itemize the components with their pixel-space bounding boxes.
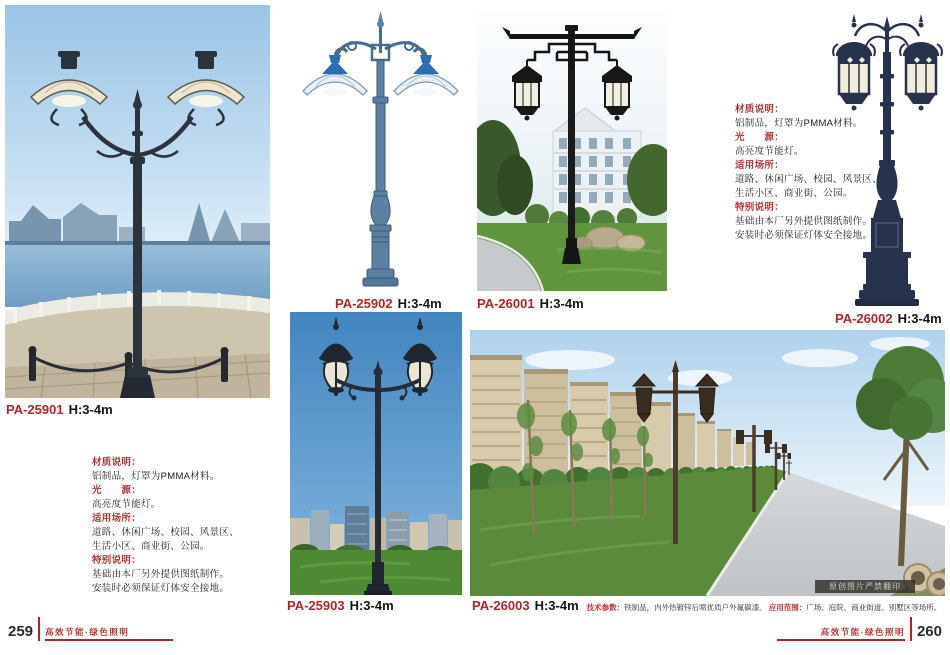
product-photo-pa-26001 bbox=[477, 10, 667, 291]
product-height: H:3-4m bbox=[539, 296, 584, 311]
spec-usage-line2: 生活小区、商业街、公园。 bbox=[735, 188, 853, 199]
product-label-pa-26003 bbox=[472, 598, 941, 613]
product-label-pa-25903 bbox=[287, 598, 394, 613]
spec-block-left bbox=[92, 456, 287, 596]
spec-material-label: 材质说明： bbox=[92, 457, 142, 468]
application-scope-label: 应用范围： bbox=[768, 603, 807, 612]
product-code: PA-26002 bbox=[835, 311, 893, 326]
photo-watermark: 原创图片严禁翻印 bbox=[815, 580, 915, 593]
product-code: PA-26001 bbox=[477, 296, 535, 311]
tech-params-label: 技术参数： bbox=[586, 603, 625, 612]
lamp-pa-25902 bbox=[303, 11, 458, 286]
application-scope-text: 广场、庭院、商业街道、别墅区等场所。 bbox=[806, 603, 942, 612]
shade-right bbox=[394, 55, 458, 96]
spec-light-source-label: 光 源： bbox=[735, 132, 785, 143]
spec-material-text: 铝制品，灯罩为PMMA材料。 bbox=[92, 471, 220, 482]
footer-slogan-left: 高效节能·绿色照明 bbox=[45, 628, 173, 642]
spec-special-line2: 安装时必须保证灯体安全接地。 bbox=[735, 230, 873, 241]
product-photo-pa-25903 bbox=[290, 312, 462, 595]
product-photo-pa-25902 bbox=[290, 5, 465, 292]
product-height: H:3-4m bbox=[397, 296, 442, 311]
product-code: PA-26003 bbox=[472, 598, 530, 613]
spec-light-source-label: 光 源： bbox=[92, 485, 142, 496]
page-number-left: 259 bbox=[8, 623, 34, 640]
lantern-left bbox=[833, 14, 875, 111]
product-height: H:3-4m bbox=[68, 402, 113, 417]
spec-light-source-text: 高亮度节能灯。 bbox=[735, 146, 804, 157]
product-label-pa-25901 bbox=[6, 402, 113, 417]
product-photo-pa-25901 bbox=[5, 5, 270, 398]
spec-light-source-text: 高亮度节能灯。 bbox=[92, 499, 161, 510]
product-label-pa-26002 bbox=[835, 311, 942, 326]
footer-divider bbox=[38, 617, 40, 641]
spec-special-line1: 基础由本厂另外提供图纸制作。 bbox=[92, 569, 230, 580]
spec-special-line1: 基础由本厂另外提供图纸制作。 bbox=[735, 216, 873, 227]
tech-note bbox=[587, 602, 942, 613]
spec-special-label: 特别说明： bbox=[92, 555, 142, 566]
product-code: PA-25903 bbox=[287, 598, 345, 613]
spec-special-label: 特别说明： bbox=[735, 202, 785, 213]
product-code: PA-25902 bbox=[335, 296, 393, 311]
spec-material-text: 铝制品，灯罩为PMMA材料。 bbox=[735, 118, 863, 129]
footer-right bbox=[777, 615, 942, 641]
shade-left bbox=[303, 55, 367, 96]
footer-divider bbox=[910, 617, 912, 641]
spec-special-line2: 安装时必须保证灯体安全接地。 bbox=[92, 583, 230, 594]
footer-slogan-right: 高效节能·绿色照明 bbox=[777, 628, 905, 642]
spec-material-label: 材质说明： bbox=[735, 104, 785, 115]
spec-usage-line1: 道路、休闲广场、校园、风景区、 bbox=[92, 527, 240, 538]
page-number-right: 260 bbox=[916, 623, 942, 640]
footer-left bbox=[8, 615, 173, 641]
product-height: H:3-4m bbox=[349, 598, 394, 613]
product-label-pa-25902 bbox=[335, 296, 442, 311]
tech-params-text: 铁制品，内外热镀锌后喷优质户外氟碳漆。 bbox=[624, 603, 767, 612]
product-height: H:3-4m bbox=[534, 598, 579, 613]
spec-usage-line2: 生活小区、商业街、公园。 bbox=[92, 541, 210, 552]
spec-usage-label: 适用场所： bbox=[735, 160, 785, 171]
spec-usage-label: 适用场所： bbox=[92, 513, 142, 524]
spec-usage-line1: 道路、休闲广场、校园、风景区、 bbox=[735, 174, 883, 185]
lantern-right bbox=[900, 14, 942, 111]
product-height: H:3-4m bbox=[897, 311, 942, 326]
product-photo-pa-26003 bbox=[470, 330, 945, 596]
product-code: PA-25901 bbox=[6, 402, 64, 417]
product-label-pa-26001 bbox=[477, 296, 584, 311]
spec-block-right bbox=[735, 103, 930, 243]
